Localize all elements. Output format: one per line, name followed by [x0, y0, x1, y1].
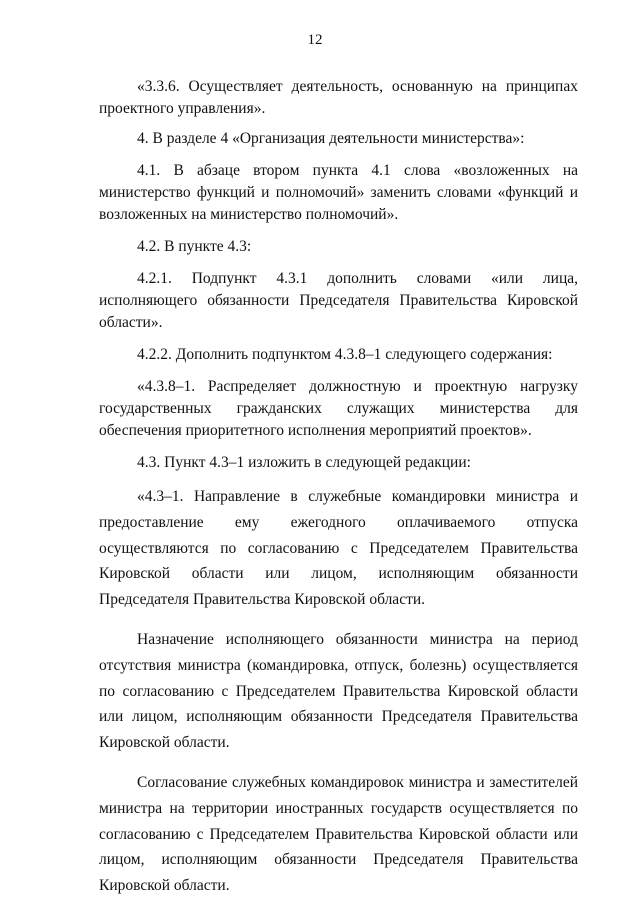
document-body	[99, 76, 578, 899]
paragraph-4-2-1: 4.2.1. Подпункт 4.3.1 дополнить словами «или лица, исполняющего обязанности Председателя Правительства Кировской области».	[99, 270, 578, 331]
paragraph-4-1: 4.1. В абзаце втором пункта 4.1 слова «возложенных на министерство функций и полномочий» заменить словами «функций и возложенных на министерство полномочий».	[99, 162, 578, 223]
page-number: 12	[307, 32, 323, 48]
paragraph-4-3: 4.3. Пункт 4.3–1 изложить в следующей редакции:	[137, 454, 471, 471]
paragraph-acting-minister: Назначение исполняющего обязанности министра на период отсутствия министра (командировка, отпуск, болезнь) осуществляется по согласованию с Председателем Правительства Кировской области или лицом, исполняющим обязанности Председателя Правительства Кировской области.	[99, 630, 578, 752]
paragraph-4-2: 4.2. В пункте 4.3:	[137, 238, 252, 255]
paragraph-foreign-travel: Согласование служебных командировок министра и заместителей министра на территории иностранных государств осуществляется по согласованию с Председателем Правительства Кировской области или лицом, исполняющим обязанности Председателя Правительства Кировской области.	[99, 773, 578, 895]
paragraph-4-3-1-travel: «4.3–1. Направление в служебные командировки министра и предоставление ему ежегодного оплачиваемого отпуска осуществляются по согласованию с Председателем Правительства Кировской области или лицом, исполняющим обязанности Председателя Правительства Кировской области.	[99, 488, 578, 609]
paragraph-section-4: 4. В разделе 4 «Организация деятельности министерства»:	[137, 130, 525, 147]
paragraph-4-2-2: 4.2.2. Дополнить подпунктом 4.3.8–1 следующего содержания:	[137, 346, 553, 363]
paragraph-4-3-8-1: «4.3.8–1. Распределяет должностную и проектную нагрузку государственных гражданских служащих министерства для обеспечения приоритетного исполнения мероприятий проектов».	[99, 378, 578, 439]
paragraph-3-3-6: «3.3.6. Осуществляет деятельность, основанную на принципах проектного управления».	[99, 78, 578, 117]
